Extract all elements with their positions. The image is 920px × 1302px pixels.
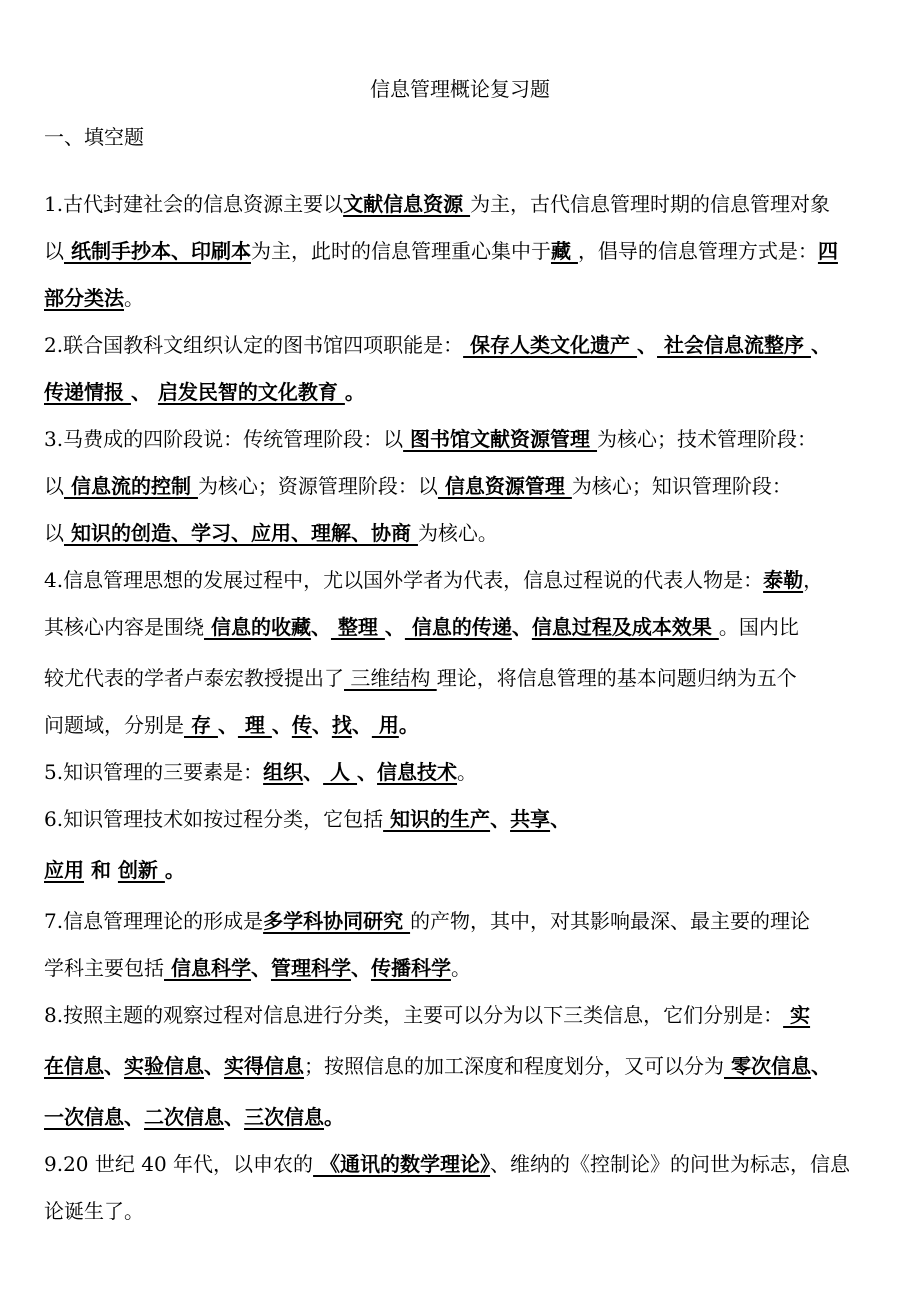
question-text: 、: [490, 807, 511, 831]
question-text: 为主，古代信息管理时期的信息管理对象: [470, 192, 831, 216]
answer-blank: 文献信息资源: [343, 192, 471, 216]
answer-blank: 管理科学: [270, 956, 351, 980]
question-text: 5.知识管理的三要素是：: [44, 760, 264, 784]
question-text: 、: [637, 333, 658, 357]
question-text: 、: [271, 713, 292, 737]
answer-blank: 实得信息: [224, 1054, 304, 1078]
text-line: [44, 904, 890, 951]
answer-blank: 创新: [117, 858, 165, 882]
question-text: 。: [344, 380, 365, 404]
text-line: [44, 563, 890, 610]
answer-blank: 社会信息流整序: [657, 333, 811, 357]
text-line: [44, 516, 890, 563]
question-text: 。: [457, 760, 478, 784]
question-text: 理论，将信息管理的基本问题归纳为五个: [436, 666, 797, 690]
question-list: [44, 187, 890, 1241]
answer-blank: 三维结构: [344, 666, 437, 690]
question-text: 4.信息管理思想的发展过程中，尤以国外学者为代表，信息过程说的代表人物是：: [44, 568, 764, 592]
question-text: 较尤代表的学者卢泰宏教授提出了: [44, 666, 344, 690]
question-text: ，: [803, 568, 824, 592]
answer-blank: 知识的生产: [383, 807, 491, 831]
answer-blank: 泰勒: [763, 568, 804, 592]
question-text: 7.信息管理理论的形成是: [44, 909, 264, 933]
answer-blank: 藏: [550, 239, 578, 263]
question-text: 为主，此时的信息管理重心集中于: [250, 239, 551, 263]
question-text: 8.按照主题的观察过程对信息进行分类，主要可以分为以下三类信息，它们分别是：: [44, 1003, 784, 1027]
question-text: 1.古代封建社会的信息资源主要以: [44, 192, 344, 216]
answer-blank: 保存人类文化遗产: [463, 333, 638, 357]
text-line: [44, 1147, 890, 1194]
answer-blank: 信息过程及成本效果: [531, 615, 719, 639]
document-title: 信息管理概论复习题: [370, 77, 550, 101]
answer-blank: 实: [783, 1003, 811, 1027]
question-text: 以: [44, 521, 64, 545]
question-text: 、: [224, 1105, 244, 1129]
answer-blank: 信息的收藏: [204, 615, 311, 639]
answer-blank: 应用: [44, 858, 84, 882]
question-text: 、: [130, 380, 158, 404]
section-heading: 一、填空题: [44, 125, 144, 149]
question-text: 以: [44, 474, 64, 498]
answer-blank: 启发民智的文化教育: [157, 380, 345, 404]
question-text: 2.联合国教科文组织认定的图书馆四项职能是：: [44, 333, 464, 357]
text-line: [44, 375, 890, 422]
answer-blank: 整理: [330, 615, 385, 639]
question-text: 9.20 世纪 40 年代，以申农的: [44, 1152, 314, 1176]
text-line: [44, 802, 890, 853]
text-line: [44, 853, 890, 904]
question-text: ；按照信息的加工深度和程度划分，又可以分为: [304, 1054, 724, 1078]
question-text: 为核心。: [417, 521, 498, 545]
question-text: 、: [124, 1105, 144, 1129]
question-text: 。: [324, 1105, 344, 1129]
question-text: 。: [398, 713, 419, 737]
text-line: [44, 708, 890, 755]
text-line: [44, 1194, 890, 1241]
answer-blank: 信息的传递: [404, 615, 512, 639]
text-line: [44, 469, 890, 516]
question-text: 为核心；知识管理阶段：: [571, 474, 792, 498]
question-text: 和: [84, 858, 118, 882]
question-text: 。: [164, 858, 185, 882]
text-line: [44, 187, 890, 234]
answer-blank: 人: [323, 760, 358, 784]
question-text: 。: [450, 956, 471, 980]
question-text: 学科主要包括: [44, 956, 164, 980]
answer-blank: 实验信息: [124, 1054, 204, 1078]
answer-blank: 传递情报: [44, 380, 131, 404]
answer-blank: 共享: [510, 807, 551, 831]
question-text: 、: [810, 333, 831, 357]
answer-blank: 信息技术: [377, 760, 458, 784]
answer-blank: 信息科学: [164, 956, 251, 980]
question-text: 问题域，分别是: [44, 713, 184, 737]
text-line: [44, 951, 890, 998]
text-line: [44, 1049, 890, 1100]
text-line: [44, 661, 890, 708]
question-text: 、: [350, 956, 371, 980]
answer-blank: 组织: [263, 760, 304, 784]
question-text: 、: [550, 807, 571, 831]
question-text: 论诞生了。: [44, 1199, 144, 1223]
text-line: [44, 422, 890, 469]
answer-blank: 传: [291, 713, 312, 737]
answer-blank: 知识的创造、学习、应用、理解、协商: [64, 521, 418, 545]
question-text: 6.知识管理技术如按过程分类，它包括: [44, 807, 384, 831]
question-text: 、: [310, 615, 331, 639]
text-line: [44, 281, 890, 328]
answer-blank: 在信息: [44, 1054, 104, 1078]
question-text: 、: [810, 1054, 831, 1078]
question-text: 、: [351, 713, 372, 737]
answer-blank: 传播科学: [370, 956, 451, 980]
question-text: 、: [311, 713, 332, 737]
question-text: 、: [104, 1054, 124, 1078]
answer-blank: 存: [184, 713, 218, 737]
question-text: 、: [357, 760, 378, 784]
question-text: 为核心；技术管理阶段：: [597, 427, 818, 451]
answer-blank: 纸制手抄本、印刷本: [64, 239, 251, 263]
answer-blank: 理: [237, 713, 272, 737]
answer-blank: 信息资源管理: [437, 474, 572, 498]
answer-blank: 二次信息: [144, 1105, 224, 1129]
question-text: 为核心；资源管理阶段：以: [197, 474, 438, 498]
question-text: 。: [124, 286, 144, 310]
text-line: [44, 328, 890, 375]
answer-blank: 四: [817, 239, 838, 263]
answer-blank: 部分类法: [44, 286, 124, 310]
question-text: 的产物，其中，对其影响最深、最主要的理论: [410, 909, 811, 933]
text-line: [44, 1100, 890, 1147]
answer-blank: 图书馆文献资源管理: [403, 427, 598, 451]
question-text: 、: [204, 1054, 224, 1078]
answer-blank: 信息流的控制: [64, 474, 198, 498]
question-text: 以: [44, 239, 64, 263]
question-text: 、: [250, 956, 271, 980]
answer-blank: 三次信息: [244, 1105, 324, 1129]
answer-blank: 零次信息: [724, 1054, 811, 1078]
question-text: 、: [384, 615, 405, 639]
question-text: 。国内比: [718, 615, 799, 639]
text-line: [44, 234, 890, 281]
question-text: 、: [303, 760, 324, 784]
question-text: ，倡导的信息管理方式是：: [577, 239, 818, 263]
answer-blank: 《通讯的数学理论》: [313, 1152, 491, 1176]
text-line: [44, 755, 890, 802]
text-line: [44, 998, 890, 1049]
answer-blank: 找: [331, 713, 352, 737]
answer-blank: 一次信息: [44, 1105, 124, 1129]
text-line: [44, 610, 890, 661]
question-text: 、维纳的《控制论》的问世为标志，信息: [490, 1152, 851, 1176]
question-text: 、: [511, 615, 532, 639]
answer-blank: 多学科协同研究: [263, 909, 411, 933]
question-text: 其核心内容是围绕: [44, 615, 204, 639]
answer-blank: 用: [371, 713, 399, 737]
question-text: 、: [217, 713, 238, 737]
question-text: 3.马费成的四阶段说：传统管理阶段：以: [44, 427, 404, 451]
